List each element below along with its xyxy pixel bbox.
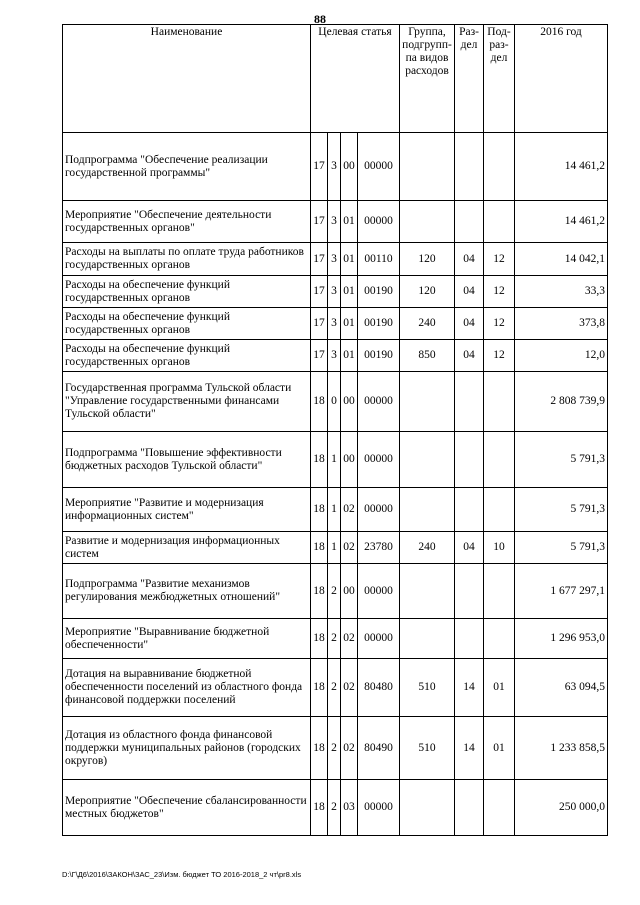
expense-group-code (400, 133, 455, 201)
section-code: 04 (455, 340, 484, 372)
expense-group-code (400, 619, 455, 659)
expense-group-code: 510 (400, 659, 455, 717)
row-name: Дотация на выравнивание бюджетной обеспеченности поселений из областного фонда финансовой поддержки поселений (63, 659, 311, 717)
section-code (455, 488, 484, 532)
subsection-code (484, 488, 515, 532)
target-subprogram-code: 3 (328, 308, 341, 340)
header-target-article: Целевая статья (311, 25, 400, 133)
row-name: Дотация из областного фонда финансовой поддержки муниципальных районов (городских округов) (63, 717, 311, 780)
target-event-code: 01 (341, 201, 358, 243)
header-expense-group: Группа, подгрупп- па видов расходов (400, 25, 455, 133)
table-header-row (63, 25, 608, 133)
table-row (63, 432, 608, 488)
target-direction-code: 00000 (358, 619, 400, 659)
target-program-code: 18 (311, 488, 328, 532)
target-program-code: 17 (311, 276, 328, 308)
target-event-code: 02 (341, 532, 358, 564)
target-subprogram-code: 3 (328, 201, 341, 243)
header-name: Наименование (63, 25, 311, 133)
subsection-code: 12 (484, 276, 515, 308)
target-subprogram-code: 1 (328, 532, 341, 564)
target-event-code: 03 (341, 780, 358, 836)
target-event-code: 01 (341, 276, 358, 308)
target-direction-code: 00000 (358, 372, 400, 432)
target-event-code: 00 (341, 133, 358, 201)
table-row (63, 488, 608, 532)
header-section: Раз- дел (455, 25, 484, 133)
target-event-code: 01 (341, 308, 358, 340)
expense-group-code: 240 (400, 308, 455, 340)
file-path-footer: D:\Г\Д6\2016\ЗАКОН\ЗАС_23\Изм. бюджет ТО 2016-2018_2 чт\pr8.xls (62, 870, 302, 879)
target-direction-code: 00000 (358, 133, 400, 201)
subsection-code (484, 133, 515, 201)
row-name: Развитие и модернизация информационных систем (63, 532, 311, 564)
amount-2016: 1 677 297,1 (515, 564, 608, 619)
expense-group-code: 120 (400, 276, 455, 308)
target-program-code: 18 (311, 532, 328, 564)
table-row (63, 201, 608, 243)
target-subprogram-code: 2 (328, 619, 341, 659)
target-direction-code: 00000 (358, 488, 400, 532)
table-row (63, 532, 608, 564)
amount-2016: 14 461,2 (515, 133, 608, 201)
table-row (63, 717, 608, 780)
amount-2016: 14 042,1 (515, 243, 608, 276)
table-row (63, 372, 608, 432)
target-event-code: 02 (341, 659, 358, 717)
row-name: Мероприятие "Обеспечение сбалансированности местных бюджетов" (63, 780, 311, 836)
target-direction-code: 00000 (358, 201, 400, 243)
target-subprogram-code: 3 (328, 243, 341, 276)
target-direction-code: 00190 (358, 340, 400, 372)
section-code: 04 (455, 308, 484, 340)
section-code (455, 201, 484, 243)
row-name: Подпрограмма "Обеспечение реализации государственной программы" (63, 133, 311, 201)
section-code: 14 (455, 717, 484, 780)
target-program-code: 18 (311, 372, 328, 432)
amount-2016: 1 296 953,0 (515, 619, 608, 659)
target-direction-code: 00190 (358, 276, 400, 308)
expense-group-code (400, 564, 455, 619)
amount-2016: 5 791,3 (515, 432, 608, 488)
target-program-code: 18 (311, 780, 328, 836)
expense-group-code: 850 (400, 340, 455, 372)
target-program-code: 18 (311, 717, 328, 780)
row-name: Подпрограмма "Развитие механизмов регулирования межбюджетных отношений" (63, 564, 311, 619)
target-program-code: 18 (311, 659, 328, 717)
subsection-code (484, 619, 515, 659)
target-subprogram-code: 1 (328, 432, 341, 488)
subsection-code: 10 (484, 532, 515, 564)
row-name: Мероприятие "Выравнивание бюджетной обеспеченности" (63, 619, 311, 659)
target-direction-code: 00000 (358, 564, 400, 619)
amount-2016: 373,8 (515, 308, 608, 340)
section-code: 04 (455, 243, 484, 276)
section-code: 04 (455, 276, 484, 308)
table-row (63, 340, 608, 372)
target-event-code: 02 (341, 717, 358, 780)
row-name: Расходы на обеспечение функций государственных органов (63, 308, 311, 340)
target-subprogram-code: 2 (328, 564, 341, 619)
target-subprogram-code: 3 (328, 276, 341, 308)
row-name: Мероприятие "Обеспечение деятельности государственных органов" (63, 201, 311, 243)
row-name: Мероприятие "Развитие и модернизация информационных систем" (63, 488, 311, 532)
amount-2016: 5 791,3 (515, 532, 608, 564)
target-direction-code: 80480 (358, 659, 400, 717)
expense-group-code: 120 (400, 243, 455, 276)
subsection-code (484, 201, 515, 243)
target-subprogram-code: 2 (328, 780, 341, 836)
section-code (455, 372, 484, 432)
target-subprogram-code: 0 (328, 372, 341, 432)
target-event-code: 02 (341, 619, 358, 659)
table-row (63, 308, 608, 340)
amount-2016: 33,3 (515, 276, 608, 308)
table-row (63, 659, 608, 717)
table-row (63, 564, 608, 619)
amount-2016: 14 461,2 (515, 201, 608, 243)
subsection-code (484, 564, 515, 619)
header-year-2016: 2016 год (515, 25, 608, 133)
target-program-code: 18 (311, 432, 328, 488)
amount-2016: 250 000,0 (515, 780, 608, 836)
expense-group-code (400, 780, 455, 836)
target-program-code: 17 (311, 201, 328, 243)
target-program-code: 18 (311, 619, 328, 659)
row-name: Государственная программа Тульской области "Управление государственными финансами Тульской области" (63, 372, 311, 432)
amount-2016: 1 233 858,5 (515, 717, 608, 780)
target-subprogram-code: 1 (328, 488, 341, 532)
target-direction-code: 00190 (358, 308, 400, 340)
target-direction-code: 00110 (358, 243, 400, 276)
expense-group-code: 510 (400, 717, 455, 780)
target-program-code: 17 (311, 340, 328, 372)
header-subsection: Под- раз- дел (484, 25, 515, 133)
target-subprogram-code: 2 (328, 717, 341, 780)
table-row (63, 780, 608, 836)
section-code (455, 432, 484, 488)
section-code (455, 133, 484, 201)
page-number: 88 (314, 12, 326, 26)
subsection-code: 01 (484, 717, 515, 780)
target-direction-code: 80490 (358, 717, 400, 780)
amount-2016: 63 094,5 (515, 659, 608, 717)
subsection-code (484, 372, 515, 432)
section-code (455, 780, 484, 836)
target-subprogram-code: 3 (328, 340, 341, 372)
target-subprogram-code: 3 (328, 133, 341, 201)
amount-2016: 2 808 739,9 (515, 372, 608, 432)
target-event-code: 00 (341, 372, 358, 432)
target-subprogram-code: 2 (328, 659, 341, 717)
table-row (63, 133, 608, 201)
amount-2016: 5 791,3 (515, 488, 608, 532)
section-code: 04 (455, 532, 484, 564)
section-code: 14 (455, 659, 484, 717)
subsection-code (484, 780, 515, 836)
row-name: Расходы на выплаты по оплате труда работников государственных органов (63, 243, 311, 276)
section-code (455, 619, 484, 659)
target-direction-code: 00000 (358, 780, 400, 836)
target-program-code: 17 (311, 243, 328, 276)
subsection-code (484, 432, 515, 488)
target-event-code: 00 (341, 432, 358, 488)
subsection-code: 12 (484, 308, 515, 340)
amount-2016: 12,0 (515, 340, 608, 372)
row-name: Подпрограмма "Повышение эффективности бюджетных расходов Тульской области" (63, 432, 311, 488)
row-name: Расходы на обеспечение функций государственных органов (63, 340, 311, 372)
target-program-code: 17 (311, 133, 328, 201)
subsection-code: 01 (484, 659, 515, 717)
row-name: Расходы на обеспечение функций государственных органов (63, 276, 311, 308)
target-program-code: 18 (311, 564, 328, 619)
target-event-code: 01 (341, 243, 358, 276)
expense-group-code (400, 372, 455, 432)
target-direction-code: 00000 (358, 432, 400, 488)
budget-table (62, 24, 608, 836)
section-code (455, 564, 484, 619)
target-event-code: 01 (341, 340, 358, 372)
expense-group-code (400, 488, 455, 532)
target-event-code: 02 (341, 488, 358, 532)
subsection-code: 12 (484, 243, 515, 276)
table-row (63, 619, 608, 659)
target-direction-code: 23780 (358, 532, 400, 564)
target-program-code: 17 (311, 308, 328, 340)
expense-group-code (400, 432, 455, 488)
expense-group-code: 240 (400, 532, 455, 564)
subsection-code: 12 (484, 340, 515, 372)
expense-group-code (400, 201, 455, 243)
table-row (63, 276, 608, 308)
target-event-code: 00 (341, 564, 358, 619)
table-row (63, 243, 608, 276)
